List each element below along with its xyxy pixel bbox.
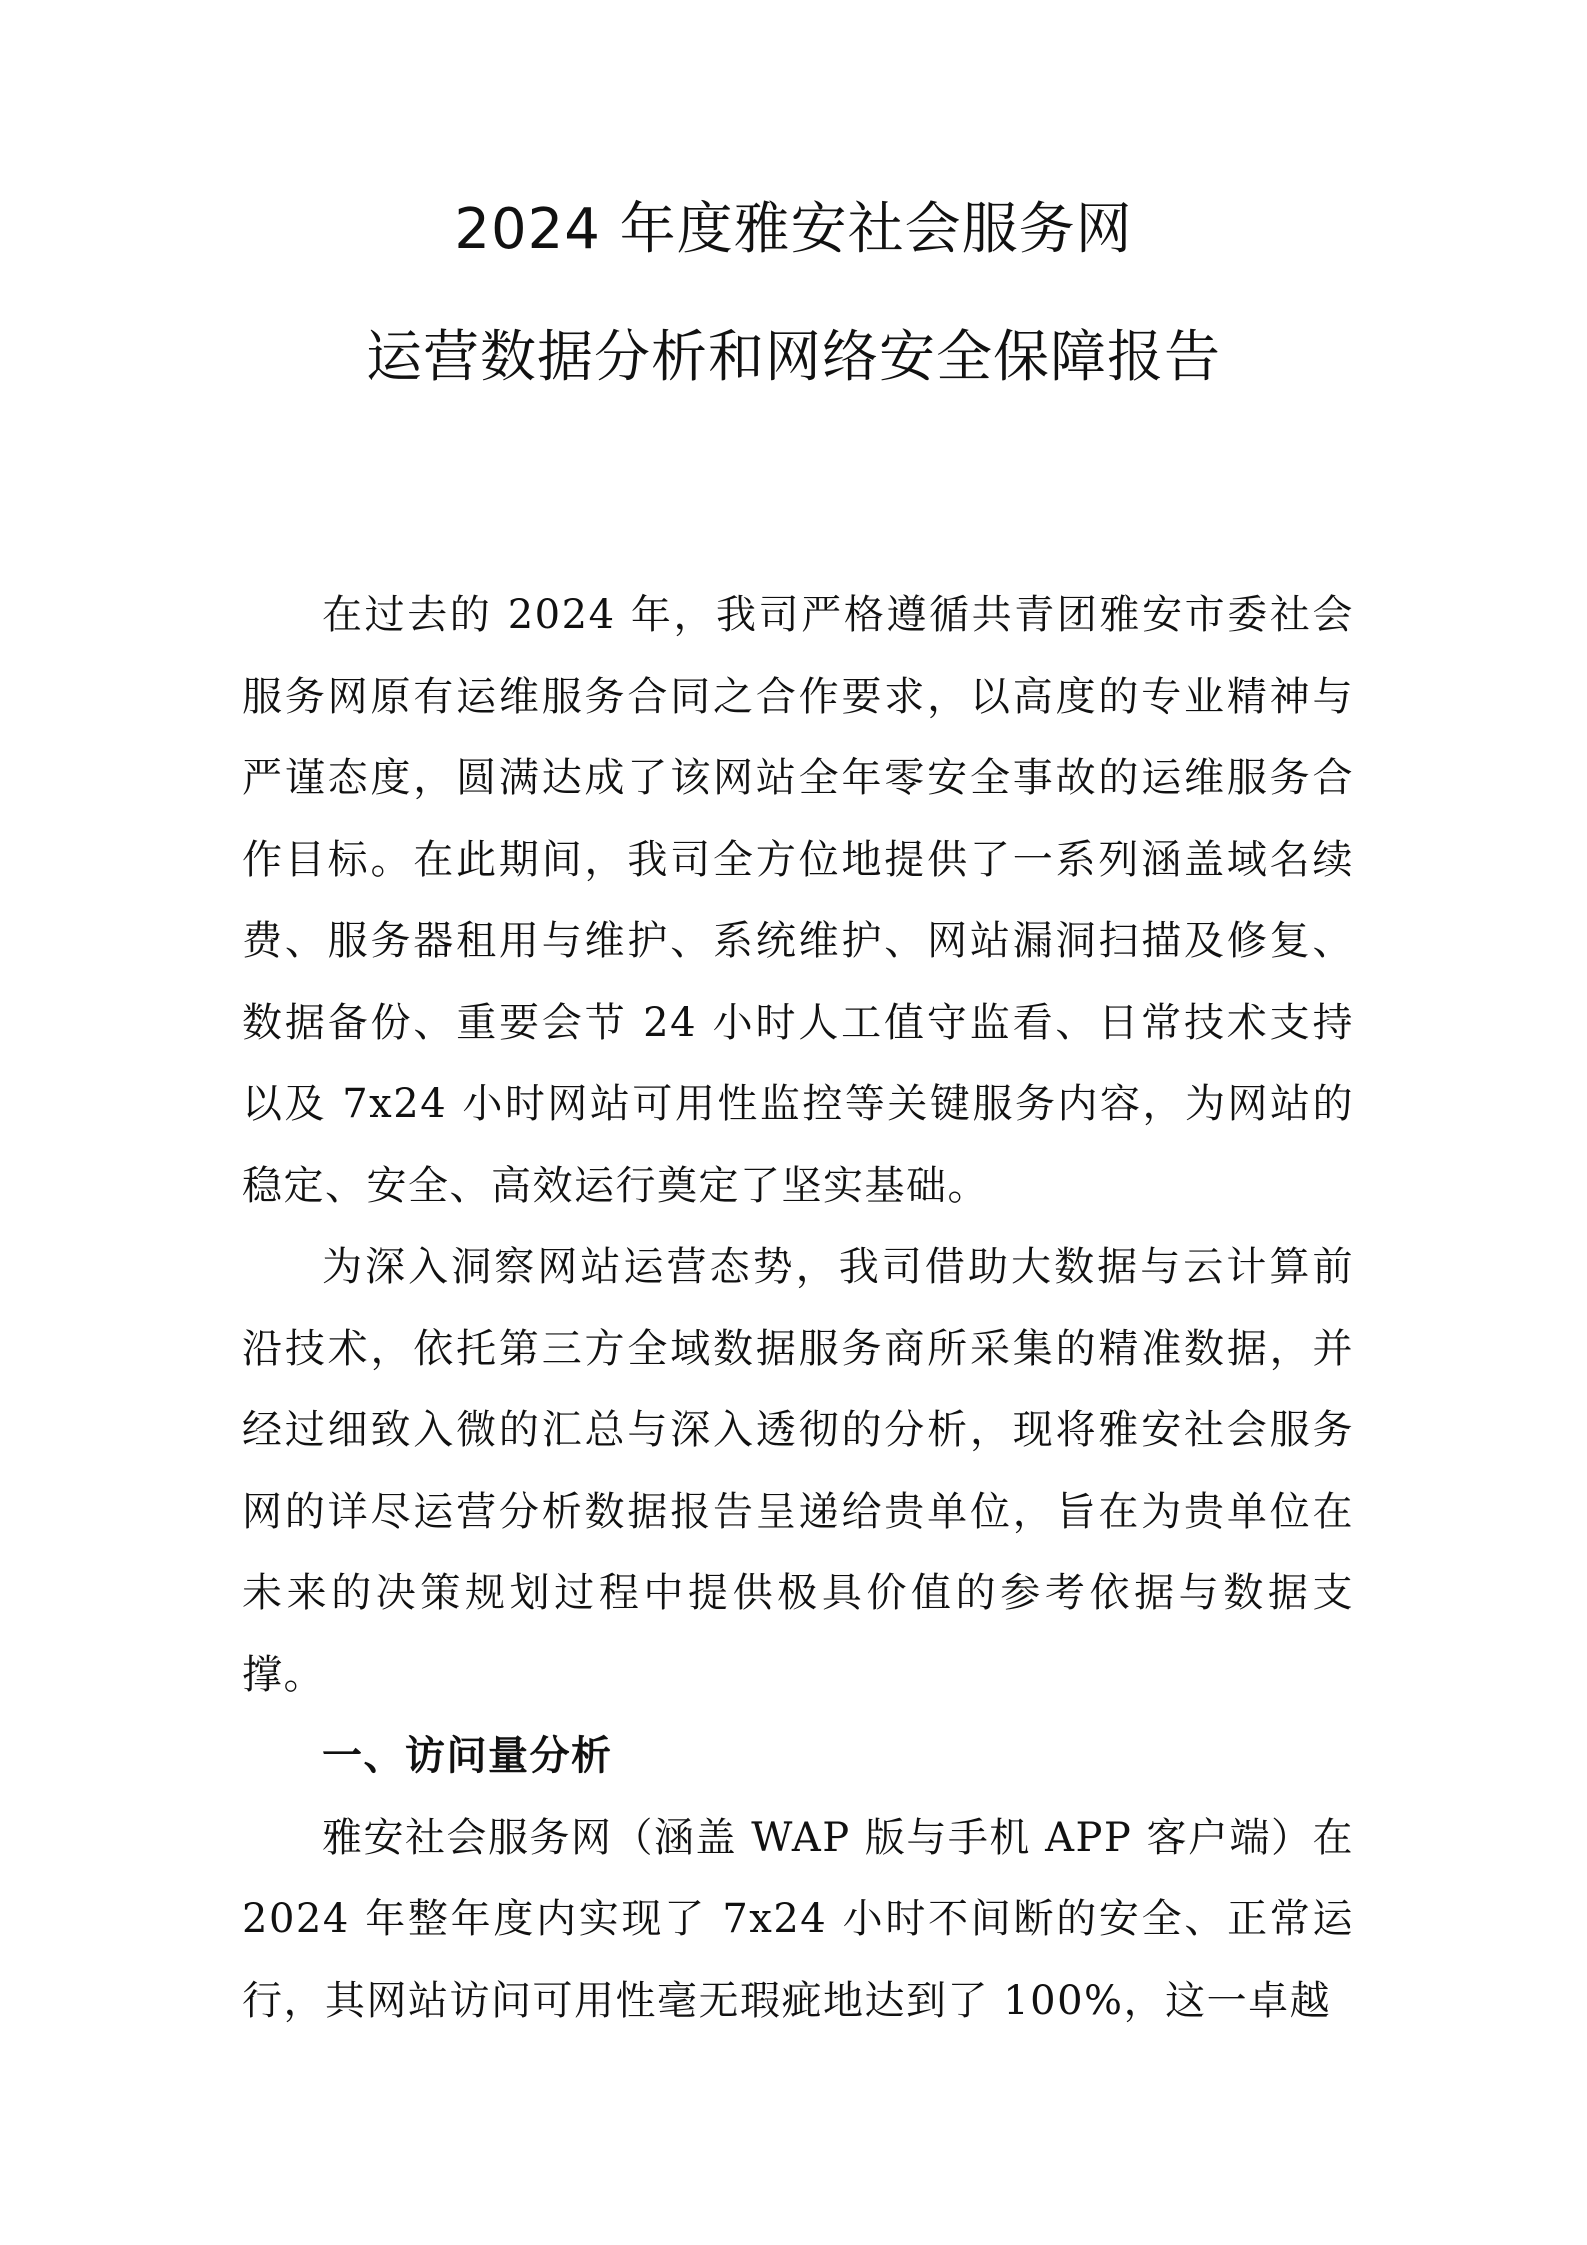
document-body [242, 575, 1354, 2042]
section-heading-traffic-analysis: 一、访问量分析 [322, 1733, 613, 1779]
paragraph-purpose: 为深入洞察网站运营态势，我司借助大数据与云计算前沿技术，依托第三方全域数据服务商所采集的精准数据，并经过细致入微的汇总与深入透彻的分析，现将雅安社会服务网的详尽运营分析数据报告呈递给贵单位，旨在为贵单位在未来的决策规划过程中提供极具价值的参考依据与数据支撑。 [242, 1244, 1354, 1698]
title-line-2: 运营数据分析和网络安全保障报告 [366, 325, 1221, 390]
paragraph-traffic-analysis: 雅安社会服务网（涵盖 WAP 版与手机 APP 客户端）在 2024 年整年度内实现了 7x24 小时不间断的安全、正常运行，其网站访问可用性毫无瑕疵地达到了 100%，这一卓越 [242, 1814, 1354, 2024]
title-line-1: 2024 年度雅安社会服务网 [454, 197, 1133, 262]
paragraph-intro: 在过去的 2024 年，我司严格遵循共青团雅安市委社会服务网原有运维服务合同之合作要求，以高度的专业精神与严谨态度，圆满达成了该网站全年零安全事故的运维服务合作目标。在此期间，我司全方位地提供了一系列涵盖域名续费、服务器租用与维护、系统维护、网站漏洞扫描及修复、数据备份、重要会节 24 小时人工值守监看、日常技术支持以及 7x24 小时网站可用性监控等关键服务内容，为网站的稳定、安全、高效运行奠定了坚实基础。 [242, 592, 1354, 1209]
document-title [0, 197, 1587, 390]
